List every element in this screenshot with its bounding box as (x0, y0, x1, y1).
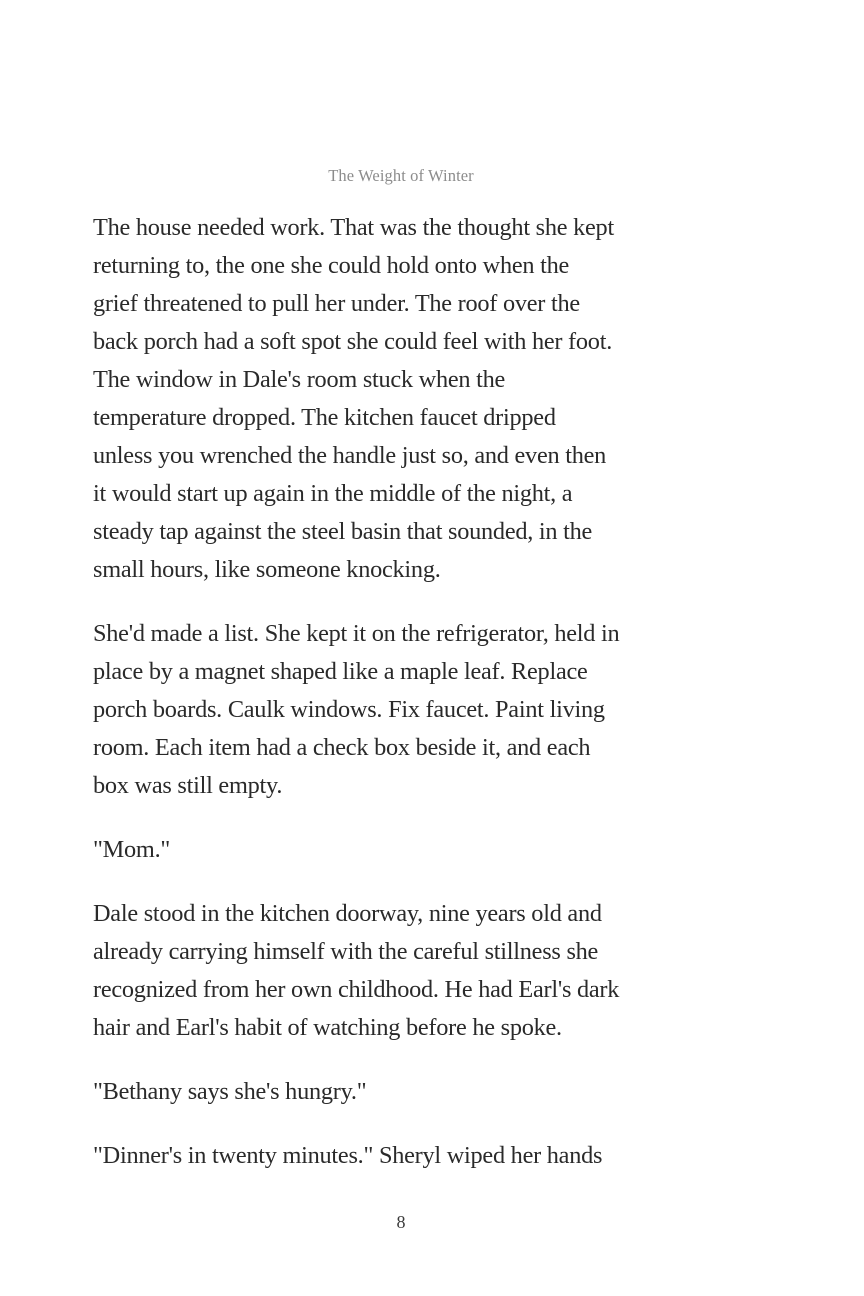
text-line: She'd made a list. She kept it on the refrigerator, held in (93, 620, 620, 647)
paragraph (93, 1137, 715, 1175)
text-line: "Dinner's in twenty minutes." Sheryl wiped her hands (93, 1142, 603, 1169)
text-line: The house needed work. That was the thought she kept (93, 214, 614, 241)
text-line: "Mom." (93, 836, 171, 863)
paragraph (93, 831, 715, 869)
paragraph (93, 615, 715, 805)
text-line: The window in Dale's room stuck when the (93, 366, 506, 393)
text-line: temperature dropped. The kitchen faucet dripped (93, 404, 556, 431)
paragraph (93, 895, 715, 1047)
text-line: room. Each item had a check box beside it, and each (93, 734, 591, 761)
text-line: steady tap against the steel basin that sounded, in the (93, 518, 593, 545)
text-line: already carrying himself with the careful stillness she (93, 938, 599, 965)
text-line: box was still empty. (93, 772, 283, 799)
text-line: "Bethany says she's hungry." (93, 1078, 367, 1105)
text-line: porch boards. Caulk windows. Fix faucet. Paint living (93, 696, 605, 723)
text-line: unless you wrenched the handle just so, and even then (93, 442, 607, 469)
text-line: hair and Earl's habit of watching before he spoke. (93, 1014, 562, 1041)
text-line: returning to, the one she could hold onto when the (93, 252, 570, 279)
paragraph (93, 1073, 715, 1111)
running-header-title: The Weight of Winter (328, 166, 474, 185)
text-line: small hours, like someone knocking. (93, 556, 441, 583)
text-line: recognized from her own childhood. He had Earl's dark (93, 976, 620, 1003)
text-line: grief threatened to pull her under. The roof over the (93, 290, 580, 317)
text-line: it would start up again in the middle of the night, a (93, 480, 573, 507)
text-line: back porch had a soft spot she could feel with her foot. (93, 328, 613, 355)
text-body (93, 209, 715, 1201)
page-number: 8 (396, 1212, 406, 1232)
paragraph (93, 209, 715, 589)
text-line: Dale stood in the kitchen doorway, nine years old and (93, 900, 602, 927)
text-line: place by a magnet shaped like a maple leaf. Replace (93, 658, 588, 685)
